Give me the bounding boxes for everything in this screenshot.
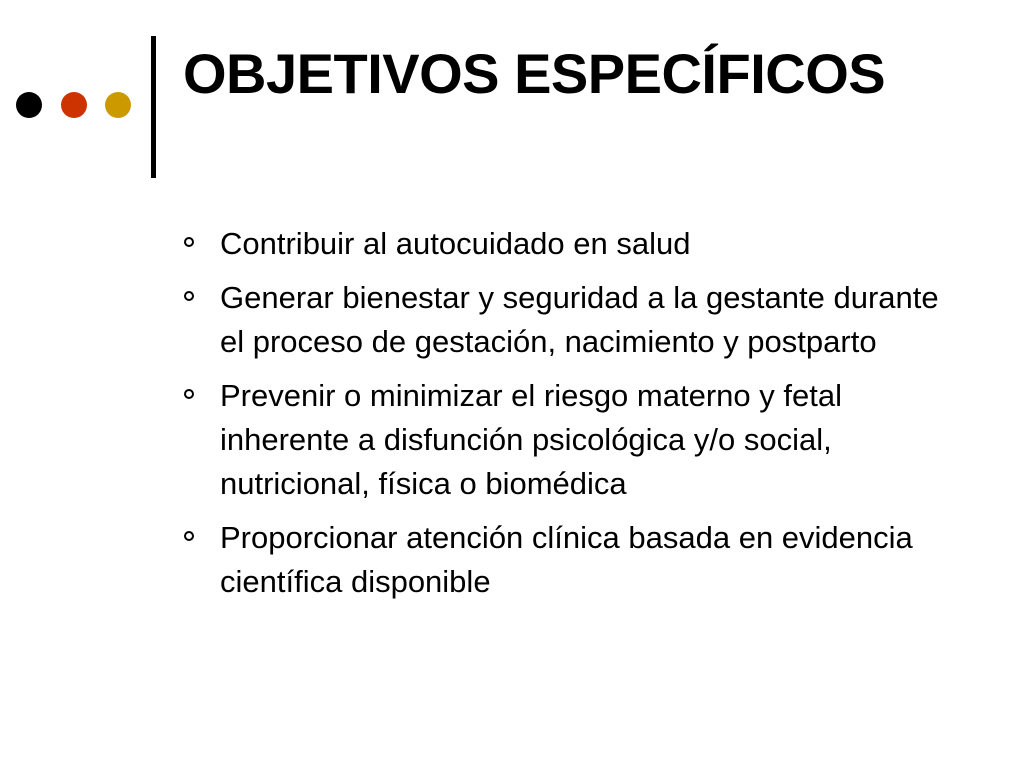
slide-title: OBJETIVOS ESPECÍFICOS — [183, 42, 886, 105]
gold-dot-icon — [105, 92, 131, 118]
hollow-circle-bullet-icon — [184, 291, 194, 301]
title-divider-line — [151, 36, 156, 178]
black-dot-icon — [16, 92, 42, 118]
red-dot-icon — [61, 92, 87, 118]
bullet-text: Prevenir o minimizar el riesgo materno y fetal inherente a disfunción psicológica y/o social, nutricional, física o biomédica — [220, 378, 842, 501]
bullet-text: Contribuir al autocuidado en salud — [220, 226, 691, 261]
decorative-dots — [16, 92, 136, 120]
bullet-text: Generar bienestar y seguridad a la gestante durante el proceso de gestación, nacimiento y postparto — [220, 280, 939, 359]
bullet-item — [182, 276, 982, 364]
bullet-item — [182, 222, 982, 266]
hollow-circle-bullet-icon — [184, 531, 194, 541]
bullet-text: Proporcionar atención clínica basada en evidencia científica disponible — [220, 520, 913, 599]
bullet-item — [182, 516, 982, 604]
hollow-circle-bullet-icon — [184, 237, 194, 247]
hollow-circle-bullet-icon — [184, 389, 194, 399]
bullet-item — [182, 374, 982, 506]
bullet-list — [182, 222, 982, 614]
